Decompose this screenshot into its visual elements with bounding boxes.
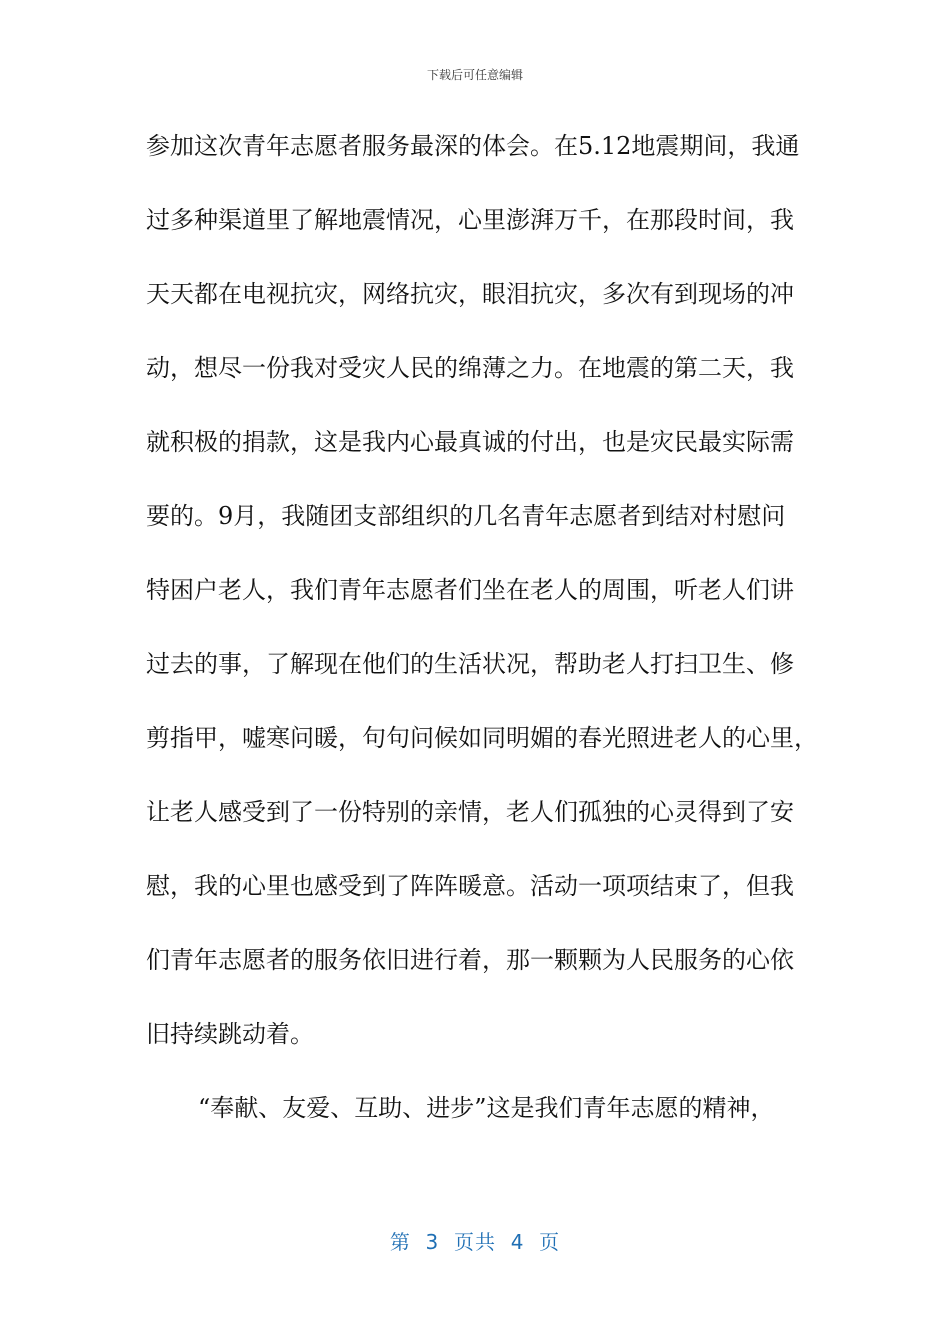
text-line: 剪指甲，嘘寒问暖，句句问候如同明媚的春光照进老人的心里， xyxy=(146,724,818,752)
text-line: 参加这次青年志愿者服务最深的体会。在5.12地震期间，我通 xyxy=(146,132,800,160)
text-line-indented: “奉献、友爱、互助、进步”这是我们青年志愿的精神， xyxy=(198,1094,775,1122)
document-body xyxy=(146,128,818,1164)
text-line: 旧持续跳动着。 xyxy=(146,1020,314,1048)
text-line: 过多种渠道里了解地震情况，心里澎湃万千，在那段时间，我 xyxy=(146,206,794,234)
text-line: 就积极的捐款，这是我内心最真诚的付出，也是灾民最实际需 xyxy=(146,428,794,456)
text-line: 天天都在电视抗灾，网络抗灾，眼泪抗灾，多次有到现场的冲 xyxy=(146,280,794,308)
text-line: 们青年志愿者的服务依旧进行着，那一颗颗为人民服务的心依 xyxy=(146,946,794,974)
text-line: 动，想尽一份我对受灾人民的绵薄之力。在地震的第二天，我 xyxy=(146,354,794,382)
page-number: 第 3 页共 4 页 xyxy=(389,1230,561,1254)
text-line: 慰，我的心里也感受到了阵阵暖意。活动一项项结束了，但我 xyxy=(146,872,794,900)
text-line: 要的。9月，我随团支部组织的几名青年志愿者到结对村慰问 xyxy=(146,502,786,530)
text-line: 过去的事，了解现在他们的生活状况，帮助老人打扫卫生、修 xyxy=(146,650,794,678)
page-footer xyxy=(0,1226,950,1255)
page-header: 下载后可任意编辑 xyxy=(426,68,523,82)
text-line: 特困户老人，我们青年志愿者们坐在老人的周围，听老人们讲 xyxy=(146,576,794,604)
text-line: 让老人感受到了一份特别的亲情，老人们孤独的心灵得到了安 xyxy=(146,798,794,826)
